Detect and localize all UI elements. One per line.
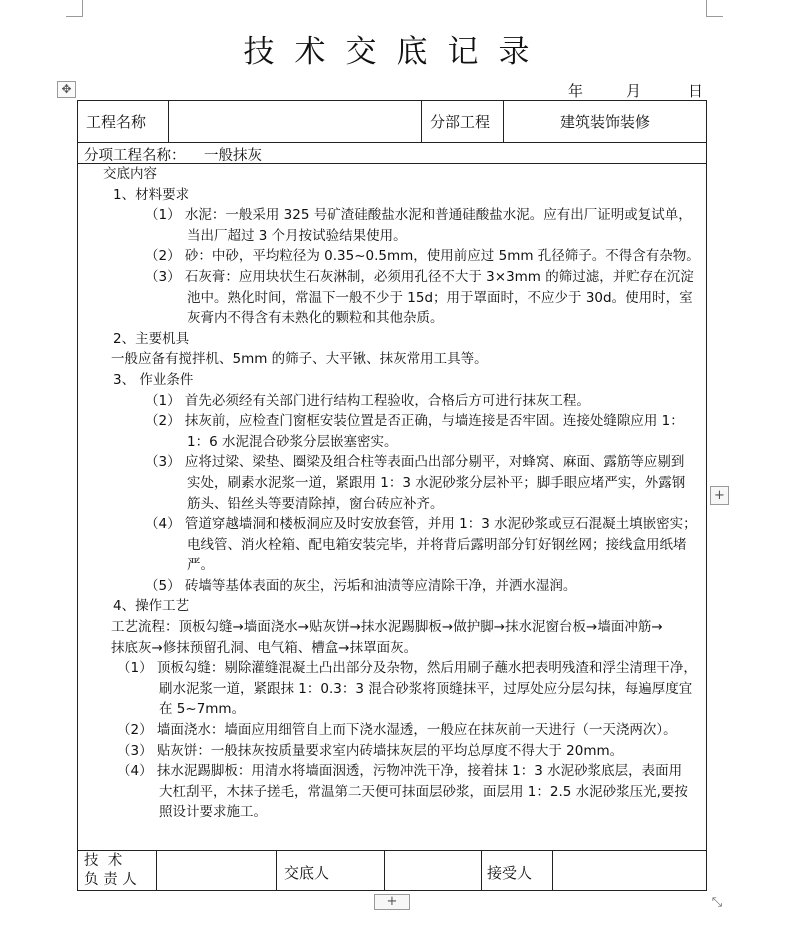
col-divider [384, 850, 385, 891]
date-month-label: 月 [626, 82, 642, 100]
content-line: （1） 顶板勾缝：剔除灌缝混凝土凸出部分及杂物，然后用刷子蘸水把表明残渣和浮尘清理干净， [117, 660, 697, 677]
content-line: （2） 砂：中砂，平均粒径为 0.35~0.5mm，使用前应过 5mm 孔径筛子。不得含有杂物。 [145, 248, 700, 265]
content-line: 大杠刮平，木抹子搓毛，常温第二天便可抹面层砂浆，面层用 1：2.5 水泥砂浆压光,要按 [159, 783, 688, 800]
col-divider [421, 100, 422, 142]
receiver-label: 接受人 [487, 864, 533, 882]
content-line: 4、操作工艺 [113, 598, 190, 615]
content-line: 实处，刷素水泥浆一道，紧跟用 1：3 水泥砂浆分层补平；脚手眼应堵严实，外露钢 [187, 474, 686, 491]
content-line: （4） 抹水泥踢脚板：用清水将墙面洇透，污物冲洗干净，接着抹 1：3 水泥砂浆底层，表面用 [117, 763, 683, 780]
content-line: 当出厂超过 3 个月按试验结果使用。 [187, 227, 407, 244]
row-divider-content [77, 850, 707, 851]
content-line: 交底内容 [103, 166, 157, 182]
tech-lead-label-line2: 负 责 人 [84, 872, 137, 888]
content-line: （4） 管道穿越墙洞和楼板洞应及时安放套管，并用 1：3 水泥砂浆或豆石混凝土填嵌密实； [145, 516, 697, 533]
content-line: （1） 水泥：一般采用 325 号矿渣硅酸盐水泥和普通硅酸盐水泥。应有出厂证明或复试单， [145, 207, 692, 224]
content-line: 池中。熟化时间，常温下一般不少于 15d；用于罩面时，不应少于 30d。使用时，室 [187, 289, 693, 306]
tech-lead-label-line1: 技 术 [84, 853, 123, 869]
content-line: 1：6 水泥混合砂浆分层嵌塞密实。 [187, 433, 398, 450]
division-value[interactable]: 建筑装饰装修 [559, 113, 650, 131]
page-corner-mark-top-right [706, 0, 723, 17]
content-line: （3） 应将过梁、梁垫、圈梁及组合柱等表面凸出部分剔平，对蜂窝、麻面、露筋等应剔到 [145, 454, 685, 471]
content-line: 照设计要求施工。 [159, 804, 267, 821]
page-corner-mark-top-left [66, 0, 83, 17]
content-line: （3） 贴灰饼：一般抹灰按质量要求室内砖墙抹灰层的平均总厚度不得大于 20mm。 [117, 742, 624, 759]
briefer-label: 交底人 [284, 864, 330, 882]
date-day-label: 日 [688, 82, 704, 100]
date-year-label: 年 [568, 82, 584, 100]
content-line: 灰膏内不得含有未熟化的颗粒和其他杂质。 [187, 310, 444, 327]
content-line: 工艺流程：顶板勾缝→墙面浇水→贴灰饼→抹水泥踢脚板→做护脚→抹水泥窗台板→墙面冲筋→ [111, 619, 663, 636]
col-divider [156, 850, 157, 891]
col-divider [276, 850, 277, 891]
division-label: 分部工程 [430, 113, 491, 131]
col-divider [168, 100, 169, 142]
content-line: 1、材料要求 [113, 186, 190, 203]
document-title: 技术交底记录 [243, 34, 550, 70]
project-name-label: 工程名称 [86, 113, 147, 131]
table-move-handle-icon[interactable]: ✥ [57, 81, 76, 98]
content-line: （2） 抹灰前，应检查门窗框安装位置是否正确，与墙连接是否牢固。连接处缝隙应用 1： [145, 413, 684, 430]
add-column-button[interactable]: + [710, 486, 729, 505]
add-row-button[interactable]: + [374, 894, 410, 910]
subdivision-label: 分项工程名称： [84, 148, 186, 164]
subdivision-value[interactable]: 一般抹灰 [204, 148, 262, 164]
content-line: （3） 石灰膏：应用块状生石灰淋制，必须用孔径不大于 3×3mm 的筛过滤，并贮存在沉淀 [145, 268, 694, 285]
briefing-content[interactable] [83, 164, 703, 823]
content-line: 刷水泥浆一道，紧跟抹 1：0.3：3 混合砂浆将顶缝抹平，过厚处应分层勾抹，每遍厚度宜 [159, 680, 693, 697]
content-line: 一般应备有搅拌机、5mm 的筛子、大平锹、抹灰常用工具等。 [111, 351, 488, 368]
content-line: （1） 首先必须经有关部门进行结构工程验收，合格后方可进行抹灰工程。 [145, 392, 590, 409]
content-line: 在 5~7mm。 [159, 701, 246, 718]
content-line: 3、 作业条件 [113, 371, 194, 388]
col-divider [481, 850, 482, 891]
content-line: （2） 墙面浇水：墙面应用细管自上而下浇水湿透，一般应在抹灰前一天进行（一天浇两次）。 [117, 722, 677, 739]
content-line: 筋头、铅丝头等要清除掉，窗台砖应补齐。 [187, 495, 444, 512]
table-resize-icon[interactable]: ⤡ [711, 895, 723, 910]
col-divider [552, 850, 553, 891]
content-line: 抹底灰→修抹预留孔洞、电气箱、槽盒→抹罩面灰。 [111, 639, 418, 656]
tech-lead-label [84, 852, 137, 890]
content-line: 电线管、消火栓箱、配电箱安装完毕，并将背后露明部分钉好钢丝网；接线盒用纸堵 [187, 536, 687, 553]
content-line: 严。 [187, 557, 214, 574]
row-divider-header [77, 142, 707, 143]
content-line: 2、主要机具 [113, 330, 190, 347]
content-line: （5） 砖墙等基体表面的灰尘，污垢和油渍等应清除干净，并洒水湿润。 [145, 577, 577, 594]
